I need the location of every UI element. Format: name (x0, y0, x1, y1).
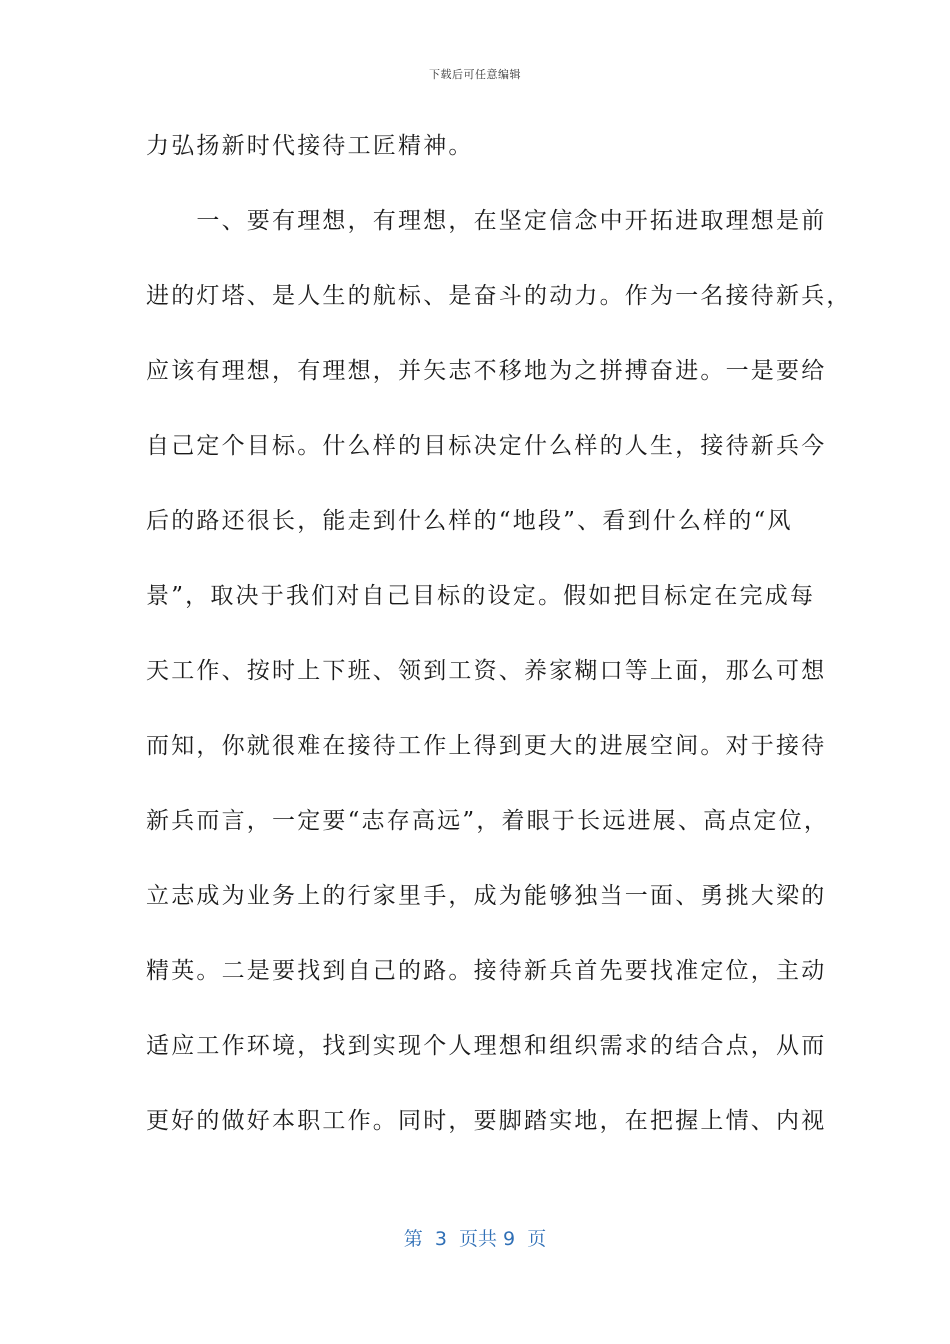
text-line: 而知，你就很难在接待工作上得到更大的进展空间。对于接待 (146, 733, 827, 759)
text-line: 力弘扬新时代接待工匠精神。 (146, 133, 474, 159)
page-header: 下载后可任意编辑 (429, 68, 521, 81)
text-line: 立志成为业务上的行家里手，成为能够独当一面、勇挑大梁的 (146, 883, 827, 909)
text-line: 精英。二是要找到自己的路。接待新兵首先要找准定位，主动 (146, 958, 827, 984)
text-line: 天工作、按时上下班、领到工资、养家糊口等上面，那么可想 (146, 658, 827, 684)
text-line: 新兵而言，一定要“志存高远”，着眼于长远进展、高点定位， (146, 808, 830, 834)
text-line: 进的灯塔、是人生的航标、是奋斗的动力。作为一名接待新兵， (146, 283, 852, 309)
text-line: 景”，取决于我们对自己目标的设定。假如把目标定在完成每 (146, 583, 816, 609)
text-line: 应该有理想，有理想，并矢志不移地为之拼搏奋进。一是要给 (146, 358, 827, 384)
text-line: 自己定个目标。什么样的目标决定什么样的人生，接待新兵今 (146, 433, 827, 459)
text-line: 后的路还很长，能走到什么样的“地段”、看到什么样的“风 (146, 508, 793, 534)
text-line: 一、要有理想，有理想，在坚定信念中开拓进取理想是前 (146, 208, 827, 234)
text-line: 适应工作环境，找到实现个人理想和组织需求的结合点，从而 (146, 1033, 827, 1059)
page-number-footer: 第 3 页共 9 页 (403, 1228, 547, 1250)
document-body (146, 126, 852, 1176)
text-line: 更好的做好本职工作。同时，要脚踏实地，在把握上情、内视 (146, 1108, 827, 1134)
